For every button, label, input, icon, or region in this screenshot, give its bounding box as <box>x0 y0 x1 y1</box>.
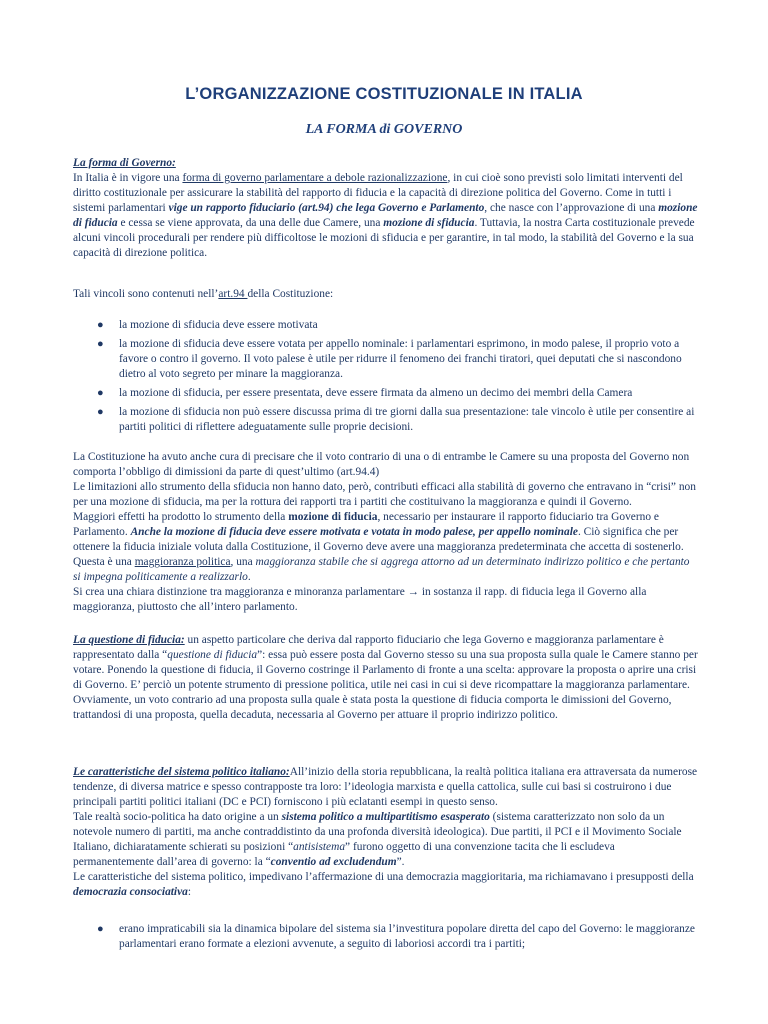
text: . Tuttavia, la nostra Carta costituzionale prevede alcuni vincoli procedurali per rendere più difficoltose le mozioni di sfiducia e per garantire, in tal modo, la stabilità del Governo e la sua capacità di direzione politica. <box>73 217 695 259</box>
section-heading-sistema-politico: Le caratteristiche del sistema politico italiano: <box>73 766 290 778</box>
text: In Italia è in vigore una <box>73 172 183 184</box>
list-item-text: la mozione di sfiducia non può essere discussa prima di tre giorni dalla sua presentazione: tale vincolo è utile per consentire ai partiti politici di riflettere adeguatamente sulle proprie decisioni. <box>119 406 695 433</box>
emphasis: vige un rapporto fiduciario (art.94) che lega Governo e Parlamento <box>168 202 485 214</box>
text: (sistema caratterizzato non solo da un notevole numero di partiti, ma anche contraddistinto da una profonda diversità ideologica). Due partiti, il PCI e il Movimento Sociale Italiano, dichiaratamente schierati su posizioni “ <box>73 811 682 853</box>
text: La Costituzione ha avuto anche cura di precisare che il voto contrario di una o di entrambe le Camere su una proposta del Governo non comporta l’obbligo di dimissioni da parte di quest’ultimo (art.94.4) <box>73 451 690 478</box>
article-reference: art.94 <box>218 288 248 300</box>
democrazia-list <box>73 922 698 956</box>
section-forma-governo <box>73 156 698 261</box>
emphasis: sistema politico a multipartitismo esasperato <box>281 811 490 823</box>
emphasis: mozione di fiducia <box>73 202 698 229</box>
list-item-text: erano impraticabili sia la dinamica bipolare del sistema sia l’investitura popolare diretta del capo del Governo: le maggioranze parlamentari erano formate a elezioni avvenute, a seguito di laboriosi accordi tra i partiti; <box>119 923 695 950</box>
text: ”. <box>396 856 405 868</box>
italic-text: maggioranza stabile che si aggrega attorno ad un determinato indirizzo politico e che pertanto si impegna politicamente a realizzarlo <box>73 556 690 583</box>
bullet-icon: ● <box>97 387 104 399</box>
vincoli-list <box>73 318 698 439</box>
text: All’inizio della storia repubblicana, la realtà politica italiana era attraversata da numerose tendenze, di diversa matrice e spesso contrapposte tra loro: l’ideologia marxista e quella cattolica, sulle cui basi si costruirono i due principali partiti politici italiani (DC e PCI) forniscono i più eclatanti esempi in questo senso. <box>73 766 698 808</box>
section-heading-forma-governo: La forma di Governo: <box>73 157 176 169</box>
text: un aspetto particolare che deriva dal rapporto fiduciario che lega Governo e maggioranza parlamentare è rappresentato dalla “ <box>73 634 664 661</box>
emphasis: mozione di sfiducia <box>383 217 475 229</box>
list-item <box>73 405 698 435</box>
bullet-icon: ● <box>97 319 104 331</box>
text: , necessario per instaurare il rapporto fiduciario tra Governo e Parlamento. <box>73 511 659 538</box>
list-item <box>73 386 698 401</box>
emphasis: conventio ad excludendum <box>270 856 397 868</box>
bullet-icon: ● <box>97 406 104 418</box>
bullet-icon: ● <box>97 923 104 935</box>
bullet-icon: ● <box>97 338 104 350</box>
text: Tale realtà socio-politica ha dato origine a un <box>73 811 282 823</box>
vincoli-intro <box>73 287 698 302</box>
text: e cessa se viene approvata, da una delle due Camere, una <box>117 217 384 229</box>
text: Le limitazioni allo strumento della sfiducia non hanno dato, però, contributi efficaci alla stabilità di governo che entravano in “crisi” non per una mozione di sfiducia, ma per la rottura dei rapporti tra i partiti che costituivano la maggioranza e quindi il Governo. <box>73 481 696 508</box>
text: della Costituzione: <box>247 288 334 300</box>
text: . <box>247 571 251 583</box>
list-item <box>73 922 698 952</box>
text: , in cui cioè sono previsti solo limitati interventi del diritto costituzionale per assicurare la stabilità del rapporto di fiducia e la capacità di direzione politica del Governo. Come in tutti i sistemi parlamentari <box>73 172 683 214</box>
section-heading-questione-fiducia: La questione di fiducia: <box>73 634 185 646</box>
text: ” furono oggetto di una convenzione tacita che li escludeva permanentemente dall’area di governo: la “ <box>73 841 615 868</box>
list-item <box>73 337 698 382</box>
document-title: L’ORGANIZZAZIONE COSTITUZIONALE IN ITALIA <box>185 85 583 103</box>
text: , che nasce con l’approvazione di una <box>484 202 659 214</box>
text: Tali vincoli sono contenuti nell’ <box>73 288 219 300</box>
text: Si crea una chiara distinzione tra maggioranza e minoranza parlamentare → in sostanza il rapp. di fiducia lega il Governo alla maggioranza, piuttosto che all’intero parlamento. <box>73 586 647 613</box>
text: ”: essa può essere posta dal Governo stesso su una sua proposta sulla quale le Camere stanno per votare. Ponendo la questione di fiducia, il Governo costringe il Parlamento di fronte a una scelta: approvare la proposta o aprire una crisi di Governo. E’ perciò un potente strumento di pressione politica, utile nei casi in cui si deve ricompattare la maggioranza parlamentare. Ovviamente, un voto contrario ad una proposta sulla quale è stata posta la questione di fiducia comporta le dimissioni del Governo, trattandosi di una proposta, quella decaduta, necessaria al Governo per attuare il proprio indirizzo politico. <box>73 649 698 721</box>
section-questione-fiducia <box>73 633 698 723</box>
emphasis: democrazia consociativa <box>73 886 188 898</box>
list-item-text: la mozione di sfiducia deve essere motivata <box>119 319 318 331</box>
list-item-text: la mozione di sfiducia, per essere presentata, deve essere firmata da almeno un decimo dei membri della Camera <box>119 387 633 399</box>
italic-text: questione di fiducia <box>167 649 258 661</box>
italic-text: antisistema <box>293 841 346 853</box>
list-item-text: la mozione di sfiducia deve essere votata per appello nominale: i parlamentari esprimono, in modo palese, il proprio voto a favore o contro il governo. Il voto palese è utile per ridurre il fenomeno dei franchi tiratori, quei deputati che si nascondono dietro al voto segreto per minare la maggioranza. <box>119 338 682 380</box>
section-sistema-politico <box>73 765 698 900</box>
document-subtitle: LA FORMA di GOVERNO <box>305 122 463 137</box>
emphasis: Anche la mozione di fiducia deve essere motivata e votata in modo palese, per appello nominale <box>130 526 578 538</box>
text: , una <box>230 556 256 568</box>
text: . Ciò significa che per ottenere la fiducia iniziale voluta dalla Costituzione, il Governo deve avere una maggioranza predeterminata che accetta di sostenerlo. Questa è una <box>73 526 684 568</box>
emphasis: mozione di fiducia <box>288 511 378 523</box>
costituzione-paragraph <box>73 450 698 615</box>
text: : <box>187 886 192 898</box>
text: Maggiori effetti ha prodotto lo strumento della <box>73 511 289 523</box>
list-item <box>73 318 698 333</box>
underlined-term: forma di governo parlamentare a debole razionalizzazione <box>182 172 448 184</box>
text: Le caratteristiche del sistema politico, impedivano l’affermazione di una democrazia maggioritaria, ma richiamavano i presupposti della <box>73 871 694 883</box>
underlined-term: maggioranza politica <box>134 556 231 568</box>
